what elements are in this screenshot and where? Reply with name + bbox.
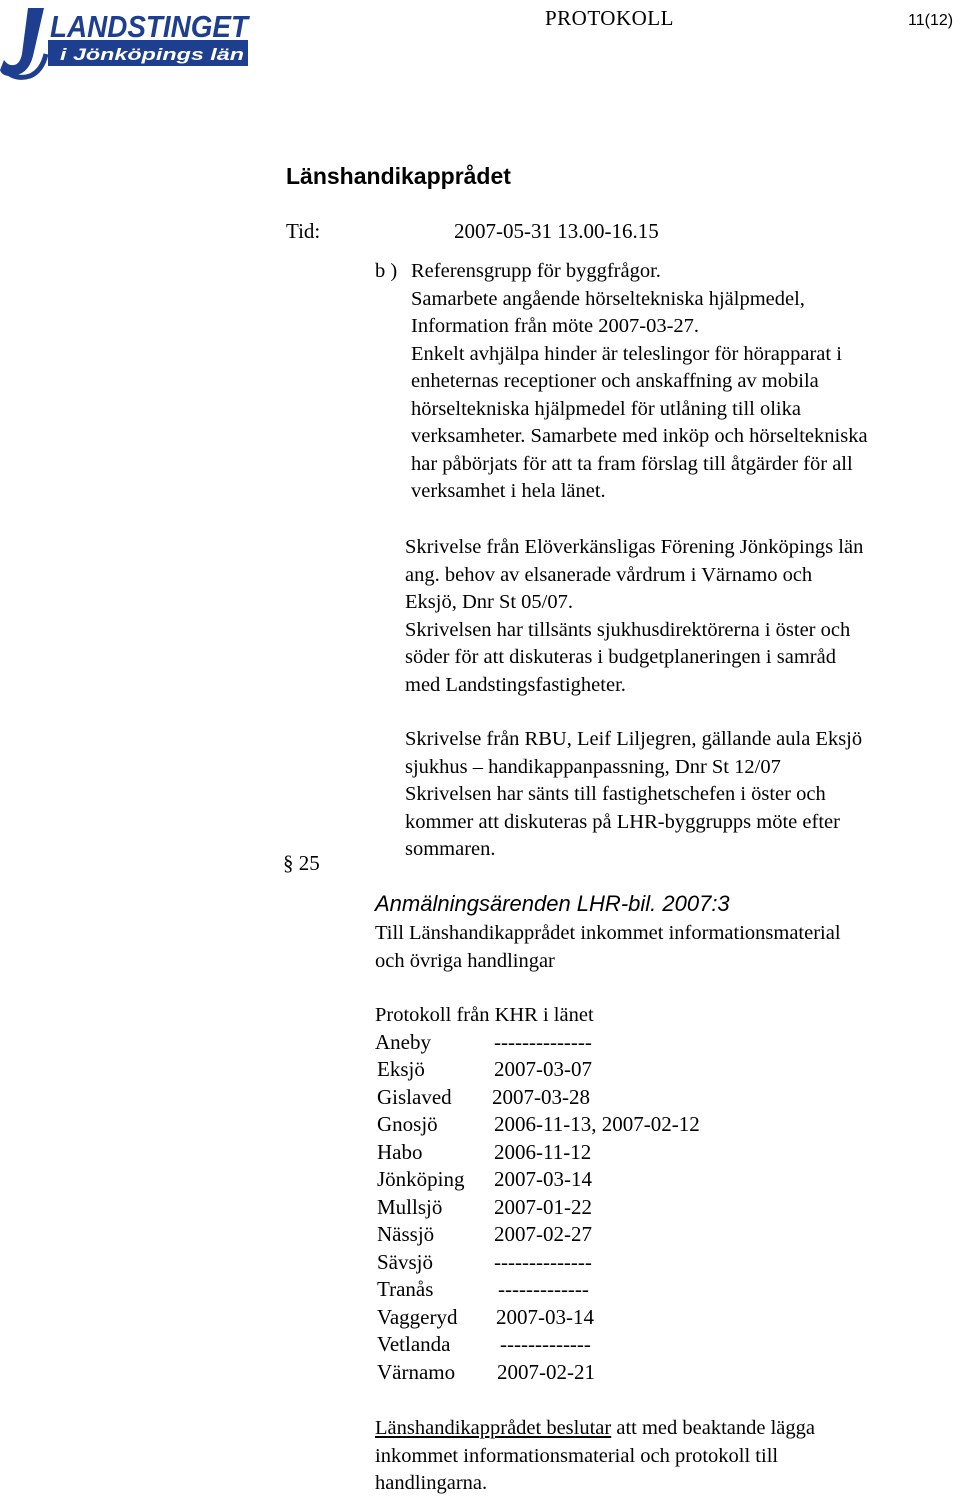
municipality-name: Habo <box>377 1140 423 1164</box>
list-item <box>375 1305 755 1332</box>
municipality-name: Vaggeryd <box>377 1305 458 1329</box>
list-item <box>375 1195 755 1222</box>
municipality-name: Mullsjö <box>377 1195 443 1219</box>
municipality-name: Gnosjö <box>377 1112 438 1136</box>
landstinget-logo <box>0 4 252 82</box>
text-line: Enkelt avhjälpa hinder är teleslingor för hörapparat i <box>411 342 842 365</box>
decision-paragraph <box>375 1415 815 1498</box>
protocol-dates: 2007-01-22 <box>494 1195 592 1219</box>
municipality-name: Gislaved <box>377 1085 452 1109</box>
list-item <box>375 1332 755 1359</box>
item-b-label: b ) <box>375 260 398 282</box>
protocol-dates: 2007-02-27 <box>494 1222 592 1246</box>
decision-text: att med beaktande lägga <box>611 1417 816 1439</box>
protocol-dates: ------------- <box>498 1277 589 1301</box>
text-line: verksamhet i hela länet. <box>411 480 606 502</box>
text-line: sjukhus – handikappanpassning, Dnr St 12/07 <box>405 755 781 778</box>
municipality-name: Vetlanda <box>377 1332 451 1356</box>
text-line: och övriga handlingar <box>375 949 555 972</box>
logo-graphic <box>0 4 252 82</box>
document-type: PROTOKOLL <box>545 6 674 30</box>
municipality-name: Tranås <box>377 1277 434 1301</box>
text-line: har påbörjats för att ta fram förslag till åtgärder för all <box>411 452 853 475</box>
item-b-text <box>411 258 868 506</box>
protocol-dates: 2006-11-13, 2007-02-12 <box>494 1112 700 1136</box>
protocol-dates: 2007-03-14 <box>494 1167 592 1191</box>
list-item <box>375 1030 755 1057</box>
text-line: Skrivelse från RBU, Leif Liljegren, gällande aula Eksjö <box>405 728 863 750</box>
list-item <box>375 1277 755 1304</box>
decision-subject: Länshandikapprådet beslutar <box>375 1417 612 1439</box>
protocol-dates: 2007-02-21 <box>497 1360 595 1384</box>
organ-title: Länshandikapprådet <box>286 163 511 189</box>
list-item <box>375 1222 755 1249</box>
text-line: hörseltekniska hjälpmedel för utlåning till olika <box>411 397 801 420</box>
list-item <box>375 1140 755 1167</box>
text-line: Information från möte 2007-03-27. <box>411 315 700 337</box>
letter-rbu-paragraph <box>405 726 862 864</box>
municipality-name: Nässjö <box>377 1222 435 1246</box>
text-line: Till Länshandikapprådet inkommet informationsmaterial <box>375 922 841 944</box>
protocol-dates: -------------- <box>494 1250 592 1274</box>
text-line: Samarbete angående hörseltekniska hjälpmedel, <box>411 287 805 310</box>
municipality-name: Aneby <box>375 1030 431 1054</box>
protocol-dates: 2007-03-07 <box>494 1057 592 1081</box>
text-line: Skrivelsen har sänts till fastighetschefen i öster och <box>405 783 826 805</box>
section-heading: Anmälningsärenden LHR-bil. 2007:3 <box>375 891 730 916</box>
list-item <box>375 1167 755 1194</box>
text-line: inkommet informationsmaterial och protokoll till <box>375 1444 779 1467</box>
municipality-name: Värnamo <box>377 1360 456 1384</box>
text-line: kommer att diskuteras på LHR-byggrupps möte efter <box>405 810 840 833</box>
protocol-dates: 2006-11-12 <box>494 1140 592 1164</box>
protocol-dates: ------------- <box>500 1332 591 1356</box>
list-item <box>375 1085 755 1112</box>
letter-elo-paragraph <box>405 534 863 699</box>
municipality-name: Jönköping <box>377 1167 465 1191</box>
municipality-name: Eksjö <box>377 1057 425 1081</box>
text-line: söder för att diskuteras i budgetplaneringen i samråd <box>405 646 836 668</box>
protocols-title: Protokoll från KHR i länet <box>375 1004 594 1026</box>
time-label: Tid: <box>286 219 321 243</box>
list-item <box>375 1360 755 1387</box>
text-line: handlingarna. <box>375 1472 488 1494</box>
text-line: Skrivelsen har tillsänts sjukhusdirektörerna i öster och <box>405 618 851 641</box>
text-line: Referensgrupp för byggfrågor. <box>411 260 661 282</box>
logo-line1: LANDSTINGET <box>50 9 251 44</box>
decision-line <box>375 1415 815 1443</box>
text-line: med Landstingsfastigheter. <box>405 673 626 696</box>
list-item <box>375 1057 755 1084</box>
text-line: ang. behov av elsanerade vårdrum i Värnamo och <box>405 563 813 586</box>
text-line: sommaren. <box>405 838 496 860</box>
logo-line2: i Jönköpings län <box>60 45 244 64</box>
municipality-name: Sävsjö <box>377 1250 434 1274</box>
protocol-dates: -------------- <box>494 1030 592 1054</box>
text-line: verksamheter. Samarbete med inköp och hörseltekniska <box>411 425 868 447</box>
page-number: 11(12) <box>908 12 954 29</box>
text-line: enheternas receptioner och anskaffning av mobila <box>411 370 819 392</box>
protocol-dates: 2007-03-28 <box>492 1085 590 1109</box>
list-item <box>375 1250 755 1277</box>
protocol-dates: 2007-03-14 <box>496 1305 594 1329</box>
list-item <box>375 1112 755 1139</box>
text-line: Skrivelse från Elöverkänsligas Förening Jönköpings län <box>405 536 864 558</box>
text-line: Eksjö, Dnr St 05/07. <box>405 591 573 613</box>
section-intro <box>375 920 841 975</box>
time-value: 2007-05-31 13.00-16.15 <box>454 219 659 243</box>
section-number: § 25 <box>283 851 320 875</box>
